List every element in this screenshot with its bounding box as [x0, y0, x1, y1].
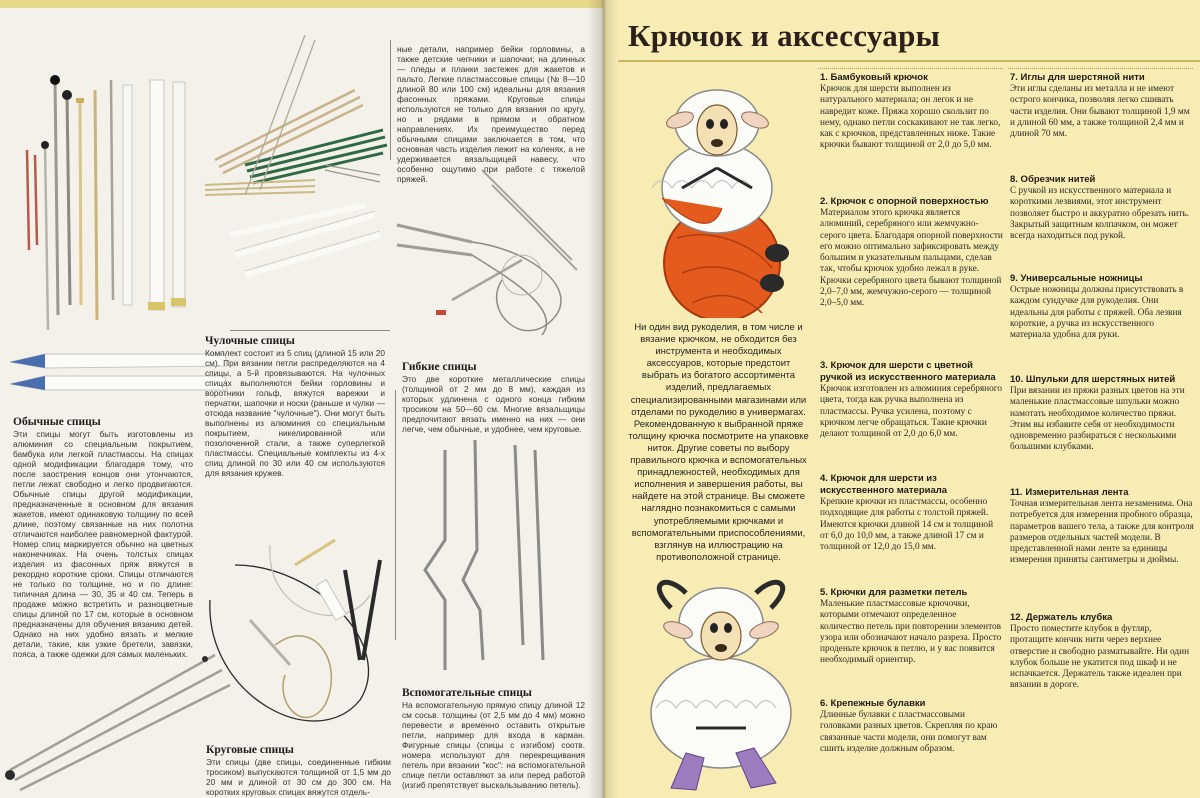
item-10 [1010, 374, 1194, 454]
item-heading: 5. Крючки для разметки петель [820, 587, 968, 598]
item-5 [820, 587, 1003, 667]
item-text: Острые ножницы должны присутствовать в каждом сундучке для рукоделия. Они идеальны для работы с пряжей. Оба лезвия короткие, а ручка из искусственного материала удобна для руки. [1010, 285, 1184, 341]
item-text: С ручкой из искусственного материала и короткими лезвиями, этот инструмент позволяет быстро и аккуратно обрезать нить. Закрытый защитным колпачком, он может всегда находиться под рукой. [1010, 186, 1190, 242]
item-4 [820, 473, 1003, 553]
section-flexible-needles [402, 360, 585, 434]
auxiliary-needles-illustration [0, 645, 240, 795]
item-heading: 1. Бамбуковый крючок [820, 72, 928, 83]
item-heading: 10. Шпульки для шерстяных нитей [1010, 374, 1176, 385]
item-text: Эти иглы сделаны из металла и не имеют острого кончика, позволяя легко сшивать части изделия. Они бывают толщиной 1,9 мм и длиной 60 мм, а также толщиной 2,4 мм и длиной 70 мм. [1010, 84, 1190, 140]
row-divider [230, 330, 390, 331]
section-heading: Вспомогательные спицы [402, 687, 532, 699]
double-pointed-needles-illustration [205, 35, 390, 300]
item-6 [820, 698, 1003, 755]
item-heading: 6. Крепежные булавки [820, 698, 926, 709]
top-fragment-text: ные детали, например бейки горловины, а также детские чепчики и шапочки; на длинных — пледы и планки застежек для жакетов и пальто. Легкие пластмассовые спицы (№ 8—10 длиной 80 или 100 см) идеальны для вязания фасонных пряжами. Круговые спицы используются не только для вязания по кругу, но и рядами в прямом и обратном направлениях. Их преимущество перед обычными спицами заключается в том, что основная часть изделия лежит на коленях, а не удерживается вязальщицей навесу, что особенно ощутимо при работе с тяжелой пряжей. [397, 44, 585, 184]
section-heading: Гибкие спицы [402, 361, 477, 373]
intro-paragraph: Ни один вид рукоделия, в том числе и вязание крючком, не обходится без инструмента и необходимых аксессуаров, которые предстоит выбрать из богатого ассортимента изделий, предлагаемых специализированными магазинами или отделами по рукоделию в универмагах. Рекомендованную к выбранной пряже толщину крючка посмотрите на упаковке ниток. Другие советы по выбору правильного крючка и вспомогательных принадлежностей, необходимых для исполнения и завершения работы, вы найдете на этой странице. Вы сможете наглядно познакомиться с самыми употребляемыми крючками и вспомогательными приспособлениями, взглянув на иллюстрацию на противоположной странице. [628, 322, 809, 563]
section-auxiliary-needles [402, 686, 585, 798]
column-divider [390, 40, 391, 160]
item-text: Просто поместите клубок в футляр, протащите кончик нити через верхнее отверстие и свободно разматывайте. Ни один клубок больше не укатится под шкаф и не испачкается. Держатель также идеален при вязании в дороге. [1010, 624, 1190, 691]
section-heading: Круговые спицы [206, 744, 294, 756]
column-divider [395, 390, 396, 640]
section-stocking-needles [205, 334, 385, 478]
section-ordinary-needles [13, 415, 193, 659]
item-3 [820, 360, 1003, 440]
item-heading: 4. Крючок для шерсти из искусственного материала [820, 473, 948, 496]
item-heading: 2. Крючок с опорной поверхностью [820, 196, 989, 207]
item-9 [1010, 273, 1194, 341]
section-text: Комплект состоит из 5 спиц (длиной 15 или 20 см). При вязании петли распределяются на 4 спицы, а 5-й провязываются. На чулочных спицах выполняются бейки горловины и воротники гольф, вяжутся варежки и перчатки, шапочки и носки (раньше и чулки — отсюда название "чулочные"). Они могут быть выполнены из алюминия со специальным покрытием, никелированной или позолоченной стали, а также суперлегкой пластмассы. Специальные комплекты из 4-х спиц длиной по 30 или 40 см используются для вязания кружев. [205, 348, 385, 478]
section-text: Эти спицы (две спицы, соединенные гибким тросиком) выпускаются толщиной от 1,5 мм до 20 мм и длиной от 30 см до 300 см. На коротких круговых спицах вяжутся отдель- [206, 757, 391, 797]
section-text: Эти спицы могут быть изготовлены из алюминия со специальным покрытием, бамбука или легкой пластмассы. На спицах одной модификации благодаря тому, что после заострения концов они утончаются, петли лежат свободно и легко продвигаются. Обычные спицы другой модификации, предназначенные в основном для вязания жакетов, имеют одинаковую толщину по всей длине, поэтому связанные на них полотна отличаются наиболее равномерной фактурой. Номер спиц маркируется обычно на цветных наконечниках. На очень толстых спицах изделия из фасонных пряж вяжутся в рекордно короткие сроки. Спицы отличаются не только по толщине, но и по длине: типичная длина — 30, 35 и 40 см. Теперь в продаже можно встретить и разноцветные спицы длиной по 17 см, которые в основном предназначены для обучения вязанию детей. Однако на них удобно вязать и мелкие детали, такие, как узкие бретели, завязки, пояса, а также одежки для самых маленьких. [13, 429, 193, 659]
book-gutter [588, 0, 618, 798]
flexible-needles-illustration [392, 160, 582, 360]
top-band [0, 0, 603, 8]
column-rule [818, 68, 1003, 69]
straight-needles-illustration [15, 70, 190, 335]
item-text: Материалом этого крючка является алюминий, серебряного или жемчужно-серого цвета. Благодаря опорной поверхности его можно оптимально зафиксировать между большим и указательным пальцами, сделав так, чтобы крючок удобно лежал в руке. Крючки серебряного цвета бывают толщиной 2,0–7,0 мм, жемчужно-серого — толщиной 2,0–5,0 мм. [820, 208, 1003, 309]
top-text-fragment [397, 44, 585, 184]
section-heading: Чулочные спицы [205, 335, 295, 347]
sheep-with-yarn-illustration [622, 68, 812, 318]
title-rule [618, 60, 1200, 62]
item-12 [1010, 612, 1194, 692]
item-text: Точная измерительная лента незаменима. Она потребуется для измерения пробного образца, параметров вашего тела, а также для контроля размеров отдельных частей модели. В представленной нами ленте за единицы измерения приняты сантиметры и дюймы. [1010, 499, 1194, 566]
item-7 [1010, 72, 1194, 140]
item-text: При вязании из пряжи разных цветов на эти маленькие пластмассовые шпульки можно намотать необходимое количество пряжи. Этим вы избавите себя от необходимости одновременно разбираться с несколькими большими клубками. [1010, 386, 1185, 453]
sheep-with-socks-illustration [626, 568, 816, 796]
thick-needles-illustration [5, 350, 235, 395]
item-heading: 3. Крючок для шерсти с цветной ручкой из искусственного материала [820, 360, 996, 383]
item-heading: 8. Обрезчик нитей [1010, 174, 1096, 185]
item-heading: 7. Иглы для шерстяной нити [1010, 72, 1145, 83]
cable-needles-illustration [405, 430, 585, 670]
item-text: Крепкие крючки из пластмассы, особенно подходящие для работы с толстой пряжей. Имеются крючки длиной 14 см и толщиной от 6,0 до 10,0 мм, а также длиной 17 см и толщиной от 12,0 до 15,0 мм. [820, 497, 994, 553]
section-heading: Обычные спицы [13, 416, 101, 428]
section-circular-needles [206, 743, 391, 798]
section-text: Это две короткие металлические спицы (толщиной от 2 мм до 8 мм), каждая из которых удлинена с одного конца гибким тросиком на 50—60 см. Многие вязальщицы предпочитают вязать именно на них — они легче, чем обычные, и удобнее, чем круговые. [402, 374, 585, 434]
item-text: Маленькие пластмассовые крючочки, которыми отмечают определенное количество петель при повторении элементов узора или обозначают начало разреза. Просто проденьте крючок в петлю, и у вас появится необходимый ориентир. [820, 599, 1002, 666]
item-heading: 9. Универсальные ножницы [1010, 273, 1143, 284]
section-text: На вспомогательную прямую спицу длиной 12 см сосьв. толщины (от 2,5 мм до 4 мм) можно перевести и временно оставить открытые петли, например для входа в карман. Фигурные спицы (спицы с изгибом) соотв. номера используют для перекрещивания петель при вязании "кос": на вспомогательной спице петли оставляют за или перед работой (изгиб препятствует выскальзыванию петель). [402, 700, 585, 790]
item-heading: 11. Измерительная лента [1010, 487, 1129, 498]
item-text: Крючок изготовлен из алюминия серебряного цвета, тогда как ручка выполнена из пластмассы. Ручка усилена, поэтому с крючком легче обращаться. Такие крючки делают толщиной от 2,0 до 6,0 мм. [820, 384, 1002, 440]
item-11 [1010, 487, 1194, 567]
item-1 [820, 72, 1003, 152]
item-8 [1010, 174, 1194, 242]
item-heading: 12. Держатель клубка [1010, 612, 1113, 623]
item-text: Длинные булавки с пластмассовыми головками разных цветов. Скрепляя по краю связанные части модели, они помогут вам сшить изделие должным образом. [820, 710, 998, 754]
page-title: Крючок и аксессуары [628, 18, 941, 53]
column-rule [1008, 68, 1193, 69]
item-text: Крючок для шерсти выполнен из натурального материала; он легок и не навредит коже. Пряжа хорошо скользит по нему, однако петли соскакивают не так легко, как с крючков, представленных ниже. Такие крючки бывают толщиной от 2,0 до 5,0 мм. [820, 84, 1001, 151]
item-2 [820, 196, 1003, 310]
